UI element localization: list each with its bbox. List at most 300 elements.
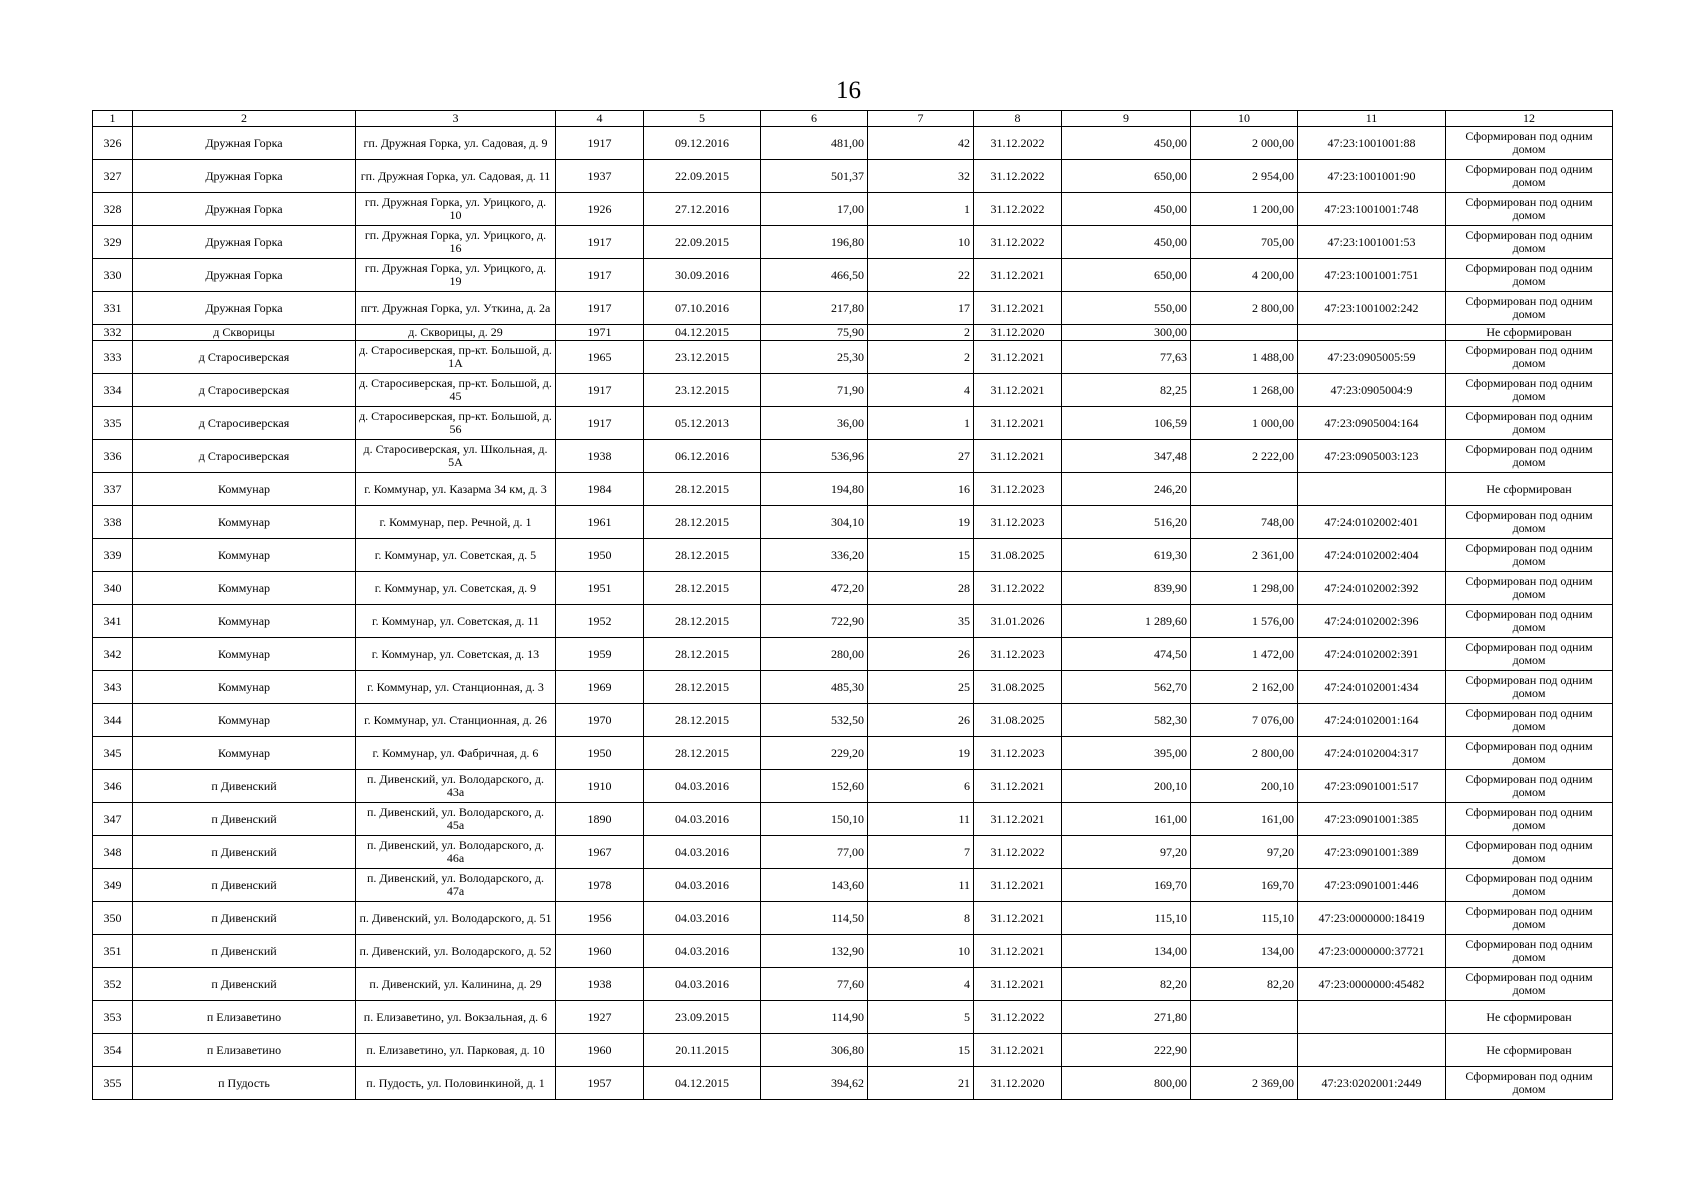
table-row <box>93 127 1613 160</box>
area-cell: 75,90 <box>761 325 868 341</box>
address-cell: д. Старосиверская, ул. Школьная, д. 5А <box>356 440 556 473</box>
residents-cell: 32 <box>868 160 974 193</box>
area-9-cell: 82,25 <box>1062 374 1191 407</box>
area-10-cell <box>1191 1001 1298 1034</box>
deadline-cell: 31.12.2020 <box>974 1067 1062 1100</box>
survey-date-cell: 23.12.2015 <box>644 374 761 407</box>
area-9-cell: 395,00 <box>1062 737 1191 770</box>
survey-date-cell: 22.09.2015 <box>644 226 761 259</box>
area-10-cell: 161,00 <box>1191 803 1298 836</box>
row-number-cell: 352 <box>93 968 133 1001</box>
area-cell: 304,10 <box>761 506 868 539</box>
row-number-cell: 338 <box>93 506 133 539</box>
address-cell: гп. Дружная Горка, ул. Урицкого, д. 16 <box>356 226 556 259</box>
area-9-cell: 474,50 <box>1062 638 1191 671</box>
survey-date-cell: 05.12.2013 <box>644 407 761 440</box>
area-cell: 25,30 <box>761 341 868 374</box>
area-cell: 472,20 <box>761 572 868 605</box>
area-cell: 217,80 <box>761 292 868 325</box>
area-cell: 150,10 <box>761 803 868 836</box>
cadastral-number-cell: 47:23:1001001:751 <box>1298 259 1446 292</box>
survey-date-cell: 23.09.2015 <box>644 1001 761 1034</box>
land-status-cell: Сформирован под одним домом <box>1446 737 1613 770</box>
area-9-cell: 582,30 <box>1062 704 1191 737</box>
residents-cell: 15 <box>868 1034 974 1067</box>
area-cell: 280,00 <box>761 638 868 671</box>
row-number-cell: 334 <box>93 374 133 407</box>
year-built-cell: 1938 <box>556 968 644 1001</box>
residents-cell: 1 <box>868 407 974 440</box>
address-cell: д. Старосиверская, пр-кт. Большой, д. 56 <box>356 407 556 440</box>
residents-cell: 6 <box>868 770 974 803</box>
year-built-cell: 1971 <box>556 325 644 341</box>
deadline-cell: 31.12.2022 <box>974 836 1062 869</box>
residents-cell: 7 <box>868 836 974 869</box>
table-row <box>93 1001 1613 1034</box>
locality-cell: п Дивенский <box>133 935 356 968</box>
address-cell: д. Старосиверская, пр-кт. Большой, д. 1А <box>356 341 556 374</box>
table-body <box>93 127 1613 1100</box>
survey-date-cell: 28.12.2015 <box>644 572 761 605</box>
residents-cell: 2 <box>868 341 974 374</box>
year-built-cell: 1917 <box>556 374 644 407</box>
address-cell: пгт. Дружная Горка, ул. Уткина, д. 2а <box>356 292 556 325</box>
address-cell: п. Дивенский, ул. Володарского, д. 45а <box>356 803 556 836</box>
area-cell: 336,20 <box>761 539 868 572</box>
land-status-cell: Сформирован под одним домом <box>1446 292 1613 325</box>
land-status-cell: Сформирован под одним домом <box>1446 539 1613 572</box>
locality-cell: п Пудость <box>133 1067 356 1100</box>
area-9-cell: 800,00 <box>1062 1067 1191 1100</box>
area-9-cell: 347,48 <box>1062 440 1191 473</box>
area-10-cell: 1 200,00 <box>1191 193 1298 226</box>
area-9-cell: 200,10 <box>1062 770 1191 803</box>
cadastral-number-cell: 47:23:0901001:389 <box>1298 836 1446 869</box>
column-header: 6 <box>761 111 868 127</box>
residents-cell: 4 <box>868 374 974 407</box>
area-10-cell: 2 954,00 <box>1191 160 1298 193</box>
area-cell: 71,90 <box>761 374 868 407</box>
table-row <box>93 671 1613 704</box>
row-number-cell: 328 <box>93 193 133 226</box>
table-row <box>93 1067 1613 1100</box>
locality-cell: Коммунар <box>133 572 356 605</box>
cadastral-number-cell: 47:23:1001001:88 <box>1298 127 1446 160</box>
area-10-cell: 705,00 <box>1191 226 1298 259</box>
year-built-cell: 1917 <box>556 292 644 325</box>
deadline-cell: 31.08.2025 <box>974 671 1062 704</box>
residents-cell: 8 <box>868 902 974 935</box>
locality-cell: Дружная Горка <box>133 292 356 325</box>
table-row <box>93 638 1613 671</box>
address-cell: г. Коммунар, ул. Казарма 34 км, д. 3 <box>356 473 556 506</box>
address-cell: п. Дивенский, ул. Володарского, д. 46а <box>356 836 556 869</box>
land-status-cell: Сформирован под одним домом <box>1446 671 1613 704</box>
area-cell: 114,90 <box>761 1001 868 1034</box>
row-number-cell: 342 <box>93 638 133 671</box>
land-status-cell: Сформирован под одним домом <box>1446 869 1613 902</box>
column-header: 4 <box>556 111 644 127</box>
area-9-cell: 450,00 <box>1062 193 1191 226</box>
area-9-cell: 1 289,60 <box>1062 605 1191 638</box>
year-built-cell: 1917 <box>556 226 644 259</box>
residents-cell: 25 <box>868 671 974 704</box>
area-10-cell: 1 488,00 <box>1191 341 1298 374</box>
year-built-cell: 1890 <box>556 803 644 836</box>
land-status-cell: Сформирован под одним домом <box>1446 836 1613 869</box>
survey-date-cell: 04.03.2016 <box>644 869 761 902</box>
cadastral-number-cell: 47:24:0102002:404 <box>1298 539 1446 572</box>
area-10-cell: 2 800,00 <box>1191 737 1298 770</box>
row-number-cell: 333 <box>93 341 133 374</box>
row-number-cell: 332 <box>93 325 133 341</box>
address-cell: п. Дивенский, ул. Володарского, д. 51 <box>356 902 556 935</box>
row-number-cell: 348 <box>93 836 133 869</box>
area-cell: 466,50 <box>761 259 868 292</box>
row-number-cell: 341 <box>93 605 133 638</box>
area-9-cell: 82,20 <box>1062 968 1191 1001</box>
locality-cell: п Дивенский <box>133 770 356 803</box>
locality-cell: д Старосиверская <box>133 440 356 473</box>
land-status-cell: Не сформирован <box>1446 473 1613 506</box>
area-cell: 143,60 <box>761 869 868 902</box>
area-10-cell: 200,10 <box>1191 770 1298 803</box>
address-cell: г. Коммунар, пер. Речной, д. 1 <box>356 506 556 539</box>
residents-cell: 28 <box>868 572 974 605</box>
table-row <box>93 292 1613 325</box>
area-cell: 196,80 <box>761 226 868 259</box>
table-row <box>93 341 1613 374</box>
survey-date-cell: 07.10.2016 <box>644 292 761 325</box>
area-9-cell: 161,00 <box>1062 803 1191 836</box>
land-status-cell: Сформирован под одним домом <box>1446 259 1613 292</box>
year-built-cell: 1917 <box>556 407 644 440</box>
area-10-cell: 748,00 <box>1191 506 1298 539</box>
column-header: 3 <box>356 111 556 127</box>
address-cell: гп. Дружная Горка, ул. Урицкого, д. 19 <box>356 259 556 292</box>
row-number-cell: 353 <box>93 1001 133 1034</box>
survey-date-cell: 28.12.2015 <box>644 737 761 770</box>
table-row <box>93 407 1613 440</box>
land-status-cell: Сформирован под одним домом <box>1446 968 1613 1001</box>
address-cell: д. Скворицы, д. 29 <box>356 325 556 341</box>
residents-cell: 22 <box>868 259 974 292</box>
row-number-cell: 331 <box>93 292 133 325</box>
survey-date-cell: 28.12.2015 <box>644 506 761 539</box>
table-row <box>93 935 1613 968</box>
cadastral-number-cell <box>1298 1001 1446 1034</box>
deadline-cell: 31.01.2026 <box>974 605 1062 638</box>
column-header: 11 <box>1298 111 1446 127</box>
address-cell: п. Дивенский, ул. Володарского, д. 52 <box>356 935 556 968</box>
column-header: 2 <box>133 111 356 127</box>
row-number-cell: 330 <box>93 259 133 292</box>
area-cell: 394,62 <box>761 1067 868 1100</box>
land-status-cell: Сформирован под одним домом <box>1446 226 1613 259</box>
area-cell: 17,00 <box>761 193 868 226</box>
deadline-cell: 31.12.2021 <box>974 407 1062 440</box>
residents-cell: 17 <box>868 292 974 325</box>
area-10-cell: 115,10 <box>1191 902 1298 935</box>
locality-cell: Коммунар <box>133 671 356 704</box>
row-number-cell: 350 <box>93 902 133 935</box>
land-status-cell: Сформирован под одним домом <box>1446 770 1613 803</box>
cadastral-number-cell: 47:23:0905004:164 <box>1298 407 1446 440</box>
area-cell: 501,37 <box>761 160 868 193</box>
residents-cell: 11 <box>868 803 974 836</box>
address-cell: г. Коммунар, ул. Станционная, д. 26 <box>356 704 556 737</box>
year-built-cell: 1961 <box>556 506 644 539</box>
cadastral-number-cell: 47:24:0102004:317 <box>1298 737 1446 770</box>
area-cell: 152,60 <box>761 770 868 803</box>
area-9-cell: 300,00 <box>1062 325 1191 341</box>
locality-cell: Дружная Горка <box>133 226 356 259</box>
locality-cell: Коммунар <box>133 605 356 638</box>
year-built-cell: 1969 <box>556 671 644 704</box>
year-built-cell: 1937 <box>556 160 644 193</box>
area-9-cell: 562,70 <box>1062 671 1191 704</box>
page-number: 16 <box>836 77 861 104</box>
year-built-cell: 1938 <box>556 440 644 473</box>
locality-cell: Дружная Горка <box>133 160 356 193</box>
land-status-cell: Сформирован под одним домом <box>1446 160 1613 193</box>
residents-cell: 19 <box>868 506 974 539</box>
row-number-cell: 355 <box>93 1067 133 1100</box>
area-cell: 306,80 <box>761 1034 868 1067</box>
area-9-cell: 839,90 <box>1062 572 1191 605</box>
land-status-cell: Сформирован под одним домом <box>1446 127 1613 160</box>
deadline-cell: 31.12.2021 <box>974 968 1062 1001</box>
area-10-cell <box>1191 473 1298 506</box>
residents-cell: 42 <box>868 127 974 160</box>
deadline-cell: 31.12.2020 <box>974 325 1062 341</box>
deadline-cell: 31.12.2022 <box>974 127 1062 160</box>
survey-date-cell: 28.12.2015 <box>644 671 761 704</box>
cadastral-number-cell: 47:23:0905004:9 <box>1298 374 1446 407</box>
locality-cell: Коммунар <box>133 737 356 770</box>
survey-date-cell: 04.03.2016 <box>644 803 761 836</box>
table-row <box>93 539 1613 572</box>
survey-date-cell: 04.03.2016 <box>644 902 761 935</box>
survey-date-cell: 04.03.2016 <box>644 836 761 869</box>
locality-cell: п Елизаветино <box>133 1034 356 1067</box>
column-header: 8 <box>974 111 1062 127</box>
survey-date-cell: 06.12.2016 <box>644 440 761 473</box>
deadline-cell: 31.12.2021 <box>974 259 1062 292</box>
table-row <box>93 226 1613 259</box>
locality-cell: Дружная Горка <box>133 127 356 160</box>
land-status-cell: Сформирован под одним домом <box>1446 506 1613 539</box>
cadastral-number-cell: 47:24:0102002:391 <box>1298 638 1446 671</box>
table-row <box>93 803 1613 836</box>
row-number-cell: 344 <box>93 704 133 737</box>
table-row <box>93 869 1613 902</box>
area-cell: 481,00 <box>761 127 868 160</box>
land-status-cell: Сформирован под одним домом <box>1446 638 1613 671</box>
column-header: 7 <box>868 111 974 127</box>
deadline-cell: 31.12.2021 <box>974 935 1062 968</box>
area-9-cell: 246,20 <box>1062 473 1191 506</box>
deadline-cell: 31.12.2021 <box>974 374 1062 407</box>
deadline-cell: 31.12.2021 <box>974 1034 1062 1067</box>
locality-cell: п Елизаветино <box>133 1001 356 1034</box>
year-built-cell: 1984 <box>556 473 644 506</box>
area-9-cell: 115,10 <box>1062 902 1191 935</box>
area-cell: 132,90 <box>761 935 868 968</box>
cadastral-number-cell <box>1298 325 1446 341</box>
area-9-cell: 650,00 <box>1062 259 1191 292</box>
deadline-cell: 31.12.2021 <box>974 292 1062 325</box>
cadastral-number-cell: 47:23:0000000:37721 <box>1298 935 1446 968</box>
table-row <box>93 572 1613 605</box>
column-header: 1 <box>93 111 133 127</box>
year-built-cell: 1927 <box>556 1001 644 1034</box>
row-number-cell: 345 <box>93 737 133 770</box>
deadline-cell: 31.12.2022 <box>974 160 1062 193</box>
year-built-cell: 1970 <box>556 704 644 737</box>
area-9-cell: 222,90 <box>1062 1034 1191 1067</box>
table-row <box>93 704 1613 737</box>
survey-date-cell: 04.03.2016 <box>644 935 761 968</box>
year-built-cell: 1965 <box>556 341 644 374</box>
area-10-cell: 97,20 <box>1191 836 1298 869</box>
deadline-cell: 31.12.2021 <box>974 902 1062 935</box>
land-status-cell: Сформирован под одним домом <box>1446 605 1613 638</box>
residents-cell: 21 <box>868 1067 974 1100</box>
address-cell: г. Коммунар, ул. Фабричная, д. 6 <box>356 737 556 770</box>
land-status-cell: Сформирован под одним домом <box>1446 902 1613 935</box>
deadline-cell: 31.12.2021 <box>974 341 1062 374</box>
land-status-cell: Не сформирован <box>1446 1034 1613 1067</box>
deadline-cell: 31.12.2023 <box>974 638 1062 671</box>
area-cell: 536,96 <box>761 440 868 473</box>
table-row <box>93 902 1613 935</box>
year-built-cell: 1917 <box>556 127 644 160</box>
area-9-cell: 550,00 <box>1062 292 1191 325</box>
table-row <box>93 836 1613 869</box>
deadline-cell: 31.08.2025 <box>974 704 1062 737</box>
table-row <box>93 737 1613 770</box>
address-cell: г. Коммунар, ул. Советская, д. 5 <box>356 539 556 572</box>
row-number-cell: 349 <box>93 869 133 902</box>
locality-cell: п Дивенский <box>133 836 356 869</box>
address-cell: г. Коммунар, ул. Советская, д. 9 <box>356 572 556 605</box>
area-9-cell: 97,20 <box>1062 836 1191 869</box>
area-9-cell: 619,30 <box>1062 539 1191 572</box>
residents-cell: 19 <box>868 737 974 770</box>
cadastral-number-cell: 47:23:1001002:242 <box>1298 292 1446 325</box>
cadastral-number-cell: 47:23:0901001:517 <box>1298 770 1446 803</box>
deadline-cell: 31.12.2023 <box>974 737 1062 770</box>
row-number-cell: 335 <box>93 407 133 440</box>
table-row <box>93 440 1613 473</box>
residents-cell: 1 <box>868 193 974 226</box>
column-header: 10 <box>1191 111 1298 127</box>
land-status-cell: Сформирован под одним домом <box>1446 341 1613 374</box>
area-10-cell: 1 298,00 <box>1191 572 1298 605</box>
cadastral-number-cell <box>1298 473 1446 506</box>
table-row <box>93 325 1613 341</box>
area-cell: 485,30 <box>761 671 868 704</box>
deadline-cell: 31.12.2022 <box>974 193 1062 226</box>
locality-cell: д Старосиверская <box>133 341 356 374</box>
area-cell: 722,90 <box>761 605 868 638</box>
address-cell: п. Дивенский, ул. Володарского, д. 47а <box>356 869 556 902</box>
deadline-cell: 31.12.2022 <box>974 1001 1062 1034</box>
cadastral-number-cell: 47:23:0905003:123 <box>1298 440 1446 473</box>
deadline-cell: 31.12.2021 <box>974 440 1062 473</box>
column-header: 12 <box>1446 111 1613 127</box>
survey-date-cell: 04.12.2015 <box>644 1067 761 1100</box>
cadastral-number-cell <box>1298 1034 1446 1067</box>
cadastral-number-cell: 47:23:0901001:385 <box>1298 803 1446 836</box>
residents-cell: 35 <box>868 605 974 638</box>
land-status-cell: Сформирован под одним домом <box>1446 572 1613 605</box>
survey-date-cell: 27.12.2016 <box>644 193 761 226</box>
area-9-cell: 77,63 <box>1062 341 1191 374</box>
land-status-cell: Сформирован под одним домом <box>1446 935 1613 968</box>
deadline-cell: 31.12.2021 <box>974 869 1062 902</box>
row-number-cell: 327 <box>93 160 133 193</box>
table-row <box>93 506 1613 539</box>
area-cell: 229,20 <box>761 737 868 770</box>
area-10-cell: 2 369,00 <box>1191 1067 1298 1100</box>
survey-date-cell: 28.12.2015 <box>644 605 761 638</box>
residents-cell: 26 <box>868 704 974 737</box>
cadastral-number-cell: 47:23:0905005:59 <box>1298 341 1446 374</box>
residents-cell: 2 <box>868 325 974 341</box>
residents-cell: 16 <box>868 473 974 506</box>
area-9-cell: 450,00 <box>1062 127 1191 160</box>
year-built-cell: 1926 <box>556 193 644 226</box>
deadline-cell: 31.12.2022 <box>974 572 1062 605</box>
cadastral-number-cell: 47:24:0102002:392 <box>1298 572 1446 605</box>
survey-date-cell: 20.11.2015 <box>644 1034 761 1067</box>
survey-date-cell: 28.12.2015 <box>644 704 761 737</box>
residents-cell: 11 <box>868 869 974 902</box>
locality-cell: Коммунар <box>133 539 356 572</box>
address-cell: д. Старосиверская, пр-кт. Большой, д. 45 <box>356 374 556 407</box>
deadline-cell: 31.12.2022 <box>974 226 1062 259</box>
locality-cell: Дружная Горка <box>133 193 356 226</box>
cadastral-number-cell: 47:23:0000000:18419 <box>1298 902 1446 935</box>
area-9-cell: 450,00 <box>1062 226 1191 259</box>
cadastral-number-cell: 47:23:1001001:748 <box>1298 193 1446 226</box>
table-row <box>93 374 1613 407</box>
survey-date-cell: 28.12.2015 <box>644 539 761 572</box>
row-number-cell: 340 <box>93 572 133 605</box>
area-cell: 77,60 <box>761 968 868 1001</box>
area-10-cell <box>1191 1034 1298 1067</box>
land-status-cell: Сформирован под одним домом <box>1446 1067 1613 1100</box>
deadline-cell: 31.12.2021 <box>974 770 1062 803</box>
locality-cell: Коммунар <box>133 473 356 506</box>
year-built-cell: 1978 <box>556 869 644 902</box>
row-number-cell: 336 <box>93 440 133 473</box>
year-built-cell: 1950 <box>556 539 644 572</box>
year-built-cell: 1960 <box>556 935 644 968</box>
area-10-cell: 4 200,00 <box>1191 259 1298 292</box>
cadastral-number-cell: 47:23:1001001:90 <box>1298 160 1446 193</box>
deadline-cell: 31.12.2021 <box>974 803 1062 836</box>
area-10-cell <box>1191 325 1298 341</box>
deadline-cell: 31.08.2025 <box>974 539 1062 572</box>
survey-date-cell: 23.12.2015 <box>644 341 761 374</box>
residents-cell: 5 <box>868 1001 974 1034</box>
area-10-cell: 1 000,00 <box>1191 407 1298 440</box>
area-10-cell: 2 162,00 <box>1191 671 1298 704</box>
cadastral-number-cell: 47:23:0901001:446 <box>1298 869 1446 902</box>
